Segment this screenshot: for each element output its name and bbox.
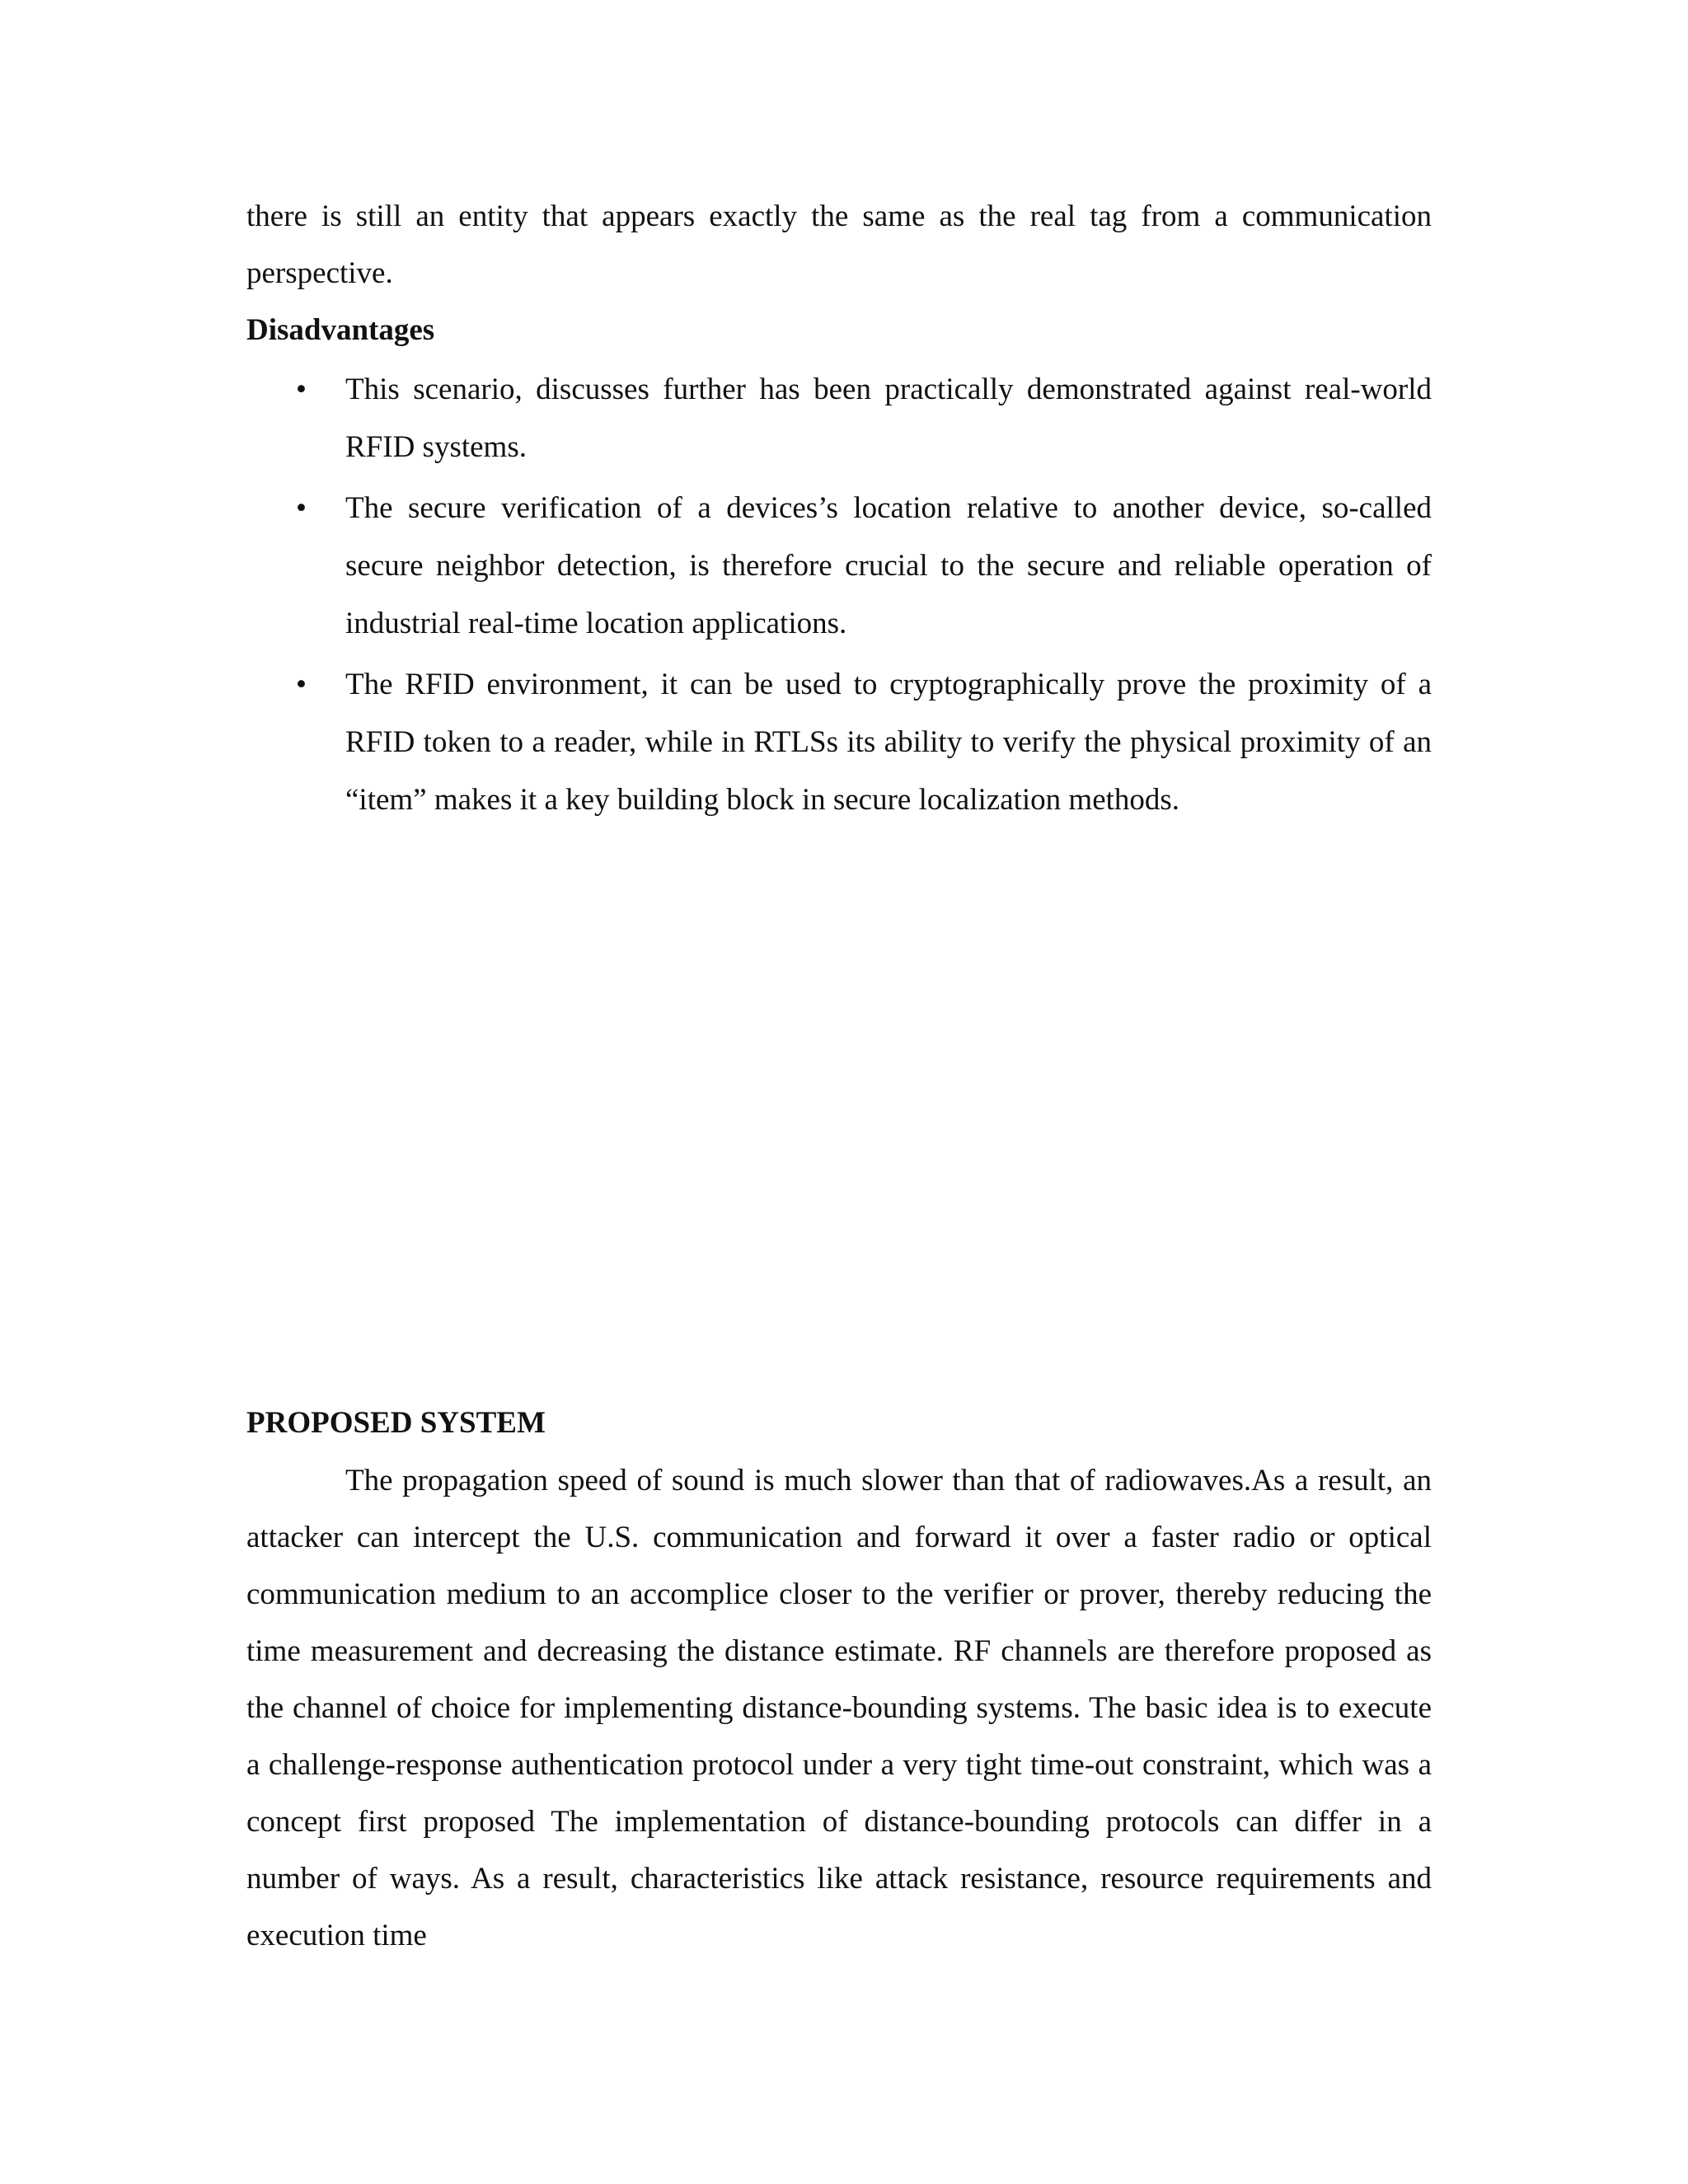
bullet-icon: • — [296, 668, 307, 701]
list-item-text: The RFID environment, it can be used to cryptographically prove the proximity of a RFID token to a reader, while in RTLSs its ability to verify the physical proximity of an “item” makes it a key building block in secure localization methods. — [345, 668, 1432, 817]
disadvantages-heading: Disadvantages — [246, 313, 435, 347]
intro-paragraph: there is still an entity that appears exactly the same as the real tag from a communication perspective. — [246, 199, 1432, 290]
bullet-icon: • — [296, 491, 307, 525]
list-item-text: The secure verification of a devices’s location relative to another device, so-called secure neighbor detection, is therefore crucial to the secure and reliable operation of industrial real-time location applications. — [345, 491, 1432, 640]
list-item — [246, 361, 1432, 476]
list-item-text: This scenario, discusses further has been practically demonstrated against real-world RFID systems. — [345, 373, 1432, 464]
proposed-system-paragraph: The propagation speed of sound is much slower than that of radiowaves.As a result, an attacker can intercept the U.S. communication and forward it over a faster radio or optical communication medium to an accomplice closer to the verifier or prover, thereby reducing the time measurement and decreasing the distance estimate. RF channels are therefore proposed as the channel of choice for implementing distance-bounding systems. The basic idea is to execute a challenge-response authentication protocol under a very tight time-out constraint, which was a concept first proposed The implementation of distance-bounding protocols can differ in a number of ways. As a result, characteristics like attack resistance, resource requirements and execution time — [246, 1464, 1432, 1952]
disadvantages-list — [246, 361, 1432, 832]
list-item — [246, 656, 1432, 829]
list-item — [246, 480, 1432, 653]
proposed-system-heading: PROPOSED SYSTEM — [246, 1406, 546, 1440]
bullet-icon: • — [296, 373, 307, 406]
